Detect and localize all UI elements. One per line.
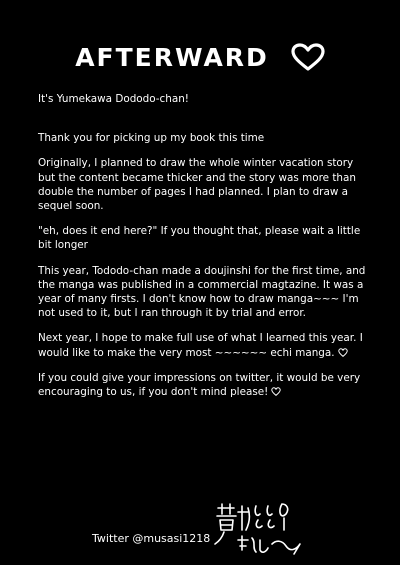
title-row bbox=[0, 40, 400, 74]
twitter-handle: Twitter @musasi1218 bbox=[92, 532, 211, 545]
greeting-paragraph: It's Yumekawa Dododo-chan! bbox=[38, 93, 189, 105]
page-title: AFTERWARD bbox=[75, 42, 269, 72]
this-year-paragraph: This year, Tododo-chan made a doujinshi for the first time, and the manga was published in a commercial magtazine. It was a year of many firsts. I don't know how to draw manga~~~ I'm not used to it, but I ran through it by trial and error. bbox=[38, 264, 366, 320]
next-year-text: Next year, I hope to make full use of what I learned this year. I would like to make the very most ~~~~~~ echi manga. bbox=[38, 332, 363, 359]
impressions-text: If you could give your impressions on twitter, it would be very encouraging to us, if you don't mind please! bbox=[38, 371, 361, 399]
heart-icon bbox=[291, 43, 325, 71]
signature-icon bbox=[212, 500, 304, 558]
heart-icon bbox=[338, 348, 348, 357]
original-plan-paragraph: Originally, I planned to draw the whole winter vacation story but the content became thicker and the story was more than double the number of pages I had planned. I plan to draw a sequel soon. bbox=[38, 157, 356, 213]
impressions-paragraph bbox=[38, 371, 370, 399]
heart-icon bbox=[271, 387, 281, 396]
next-year-paragraph bbox=[38, 331, 370, 359]
sequel-paragraph: "eh, does it end here?" If you thought that, please wait a little bit longer bbox=[38, 225, 361, 252]
afterword-body bbox=[38, 92, 370, 410]
thanks-paragraph: Thank you for picking up my book this time bbox=[38, 132, 265, 145]
